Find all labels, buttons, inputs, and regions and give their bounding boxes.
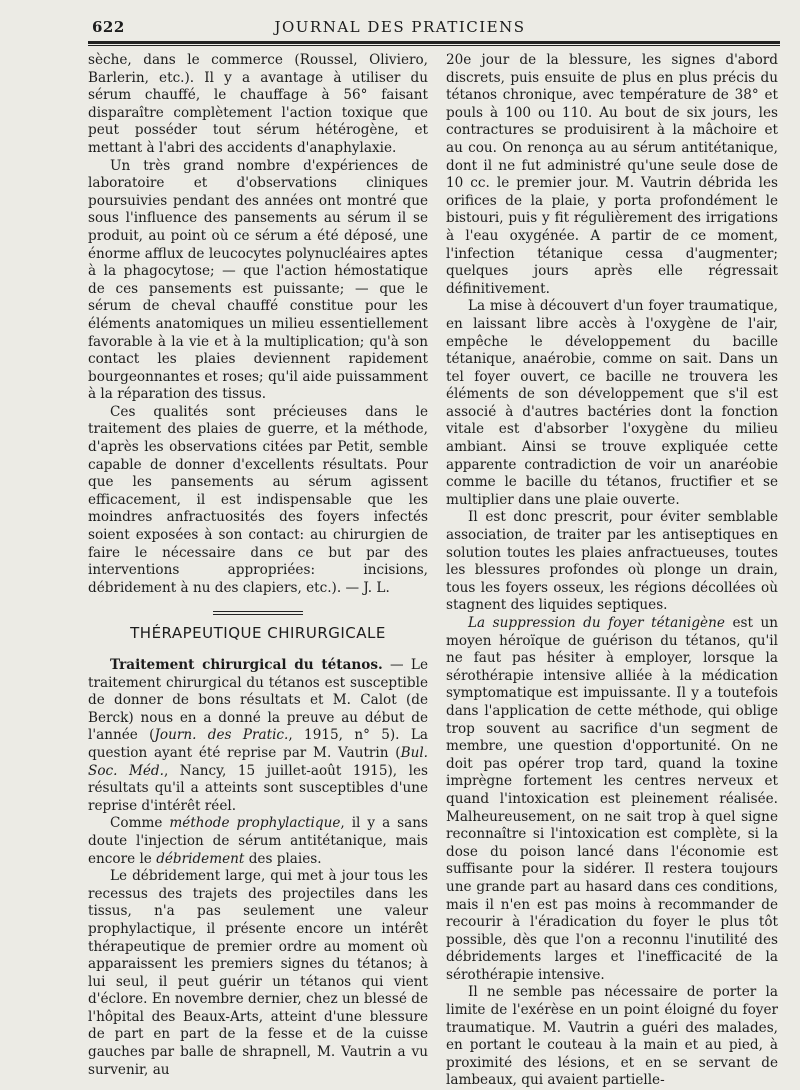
text-run: , 1915, n° 5). La question ayant été reprise par M. Vautrin ( [88,727,428,761]
paragraph: sèche, dans le commerce (Roussel, Oliviero, Barlerin, etc.). Il y a avantage à utiliser du sérum chauffé, le chauffage à 56° faisant disparaître complètement l'action toxique que peut posséder tout sérum hétérogène, et mettant à l'abri des accidents d'anaphylaxie. [88,52,428,156]
page-number: 622 [92,18,125,36]
paragraph [88,815,428,868]
paragraph: Le débridement large, qui met à jour tous les recessus des trajets des projectiles dans les tissus, n'a pas seulement une valeur prophylactique, il présente encore un intérêt thérapeutique de premier ordre au moment où apparaissent les premiers signes du tétanos; à lui seul, il peut guérir un tétanos qui vient d'éclore. En novembre dernier, chez un blessé de l'hôpital des Beaux-Arts, atteint d'une blessure de part en part de la fesse et de la cuisse gauches par balle de shrapnell, M. Vautrin a vu survenir, au [88,868,428,1078]
paragraph: 20e jour de la blessure, les signes d'abord discrets, puis ensuite de plus en plus précis du tétanos chronique, avec température de 38° et pouls à 100 ou 110. Au bout de six jours, les contractures se produisirent à la mâchoire et au cou. On renonça au au sérum antitétanique, dont il ne fut administré qu'une seule dose de 10 cc. le premier jour. M. Vautrin débrida les orifices de la plaie, y porta profondément le bistouri, puis y fit régulièrement des irrigations à l'eau oxygénée. A partir de ce moment, l'infection tétanique cessa d'augmenter; quelques jours après elle régressait définitivement. [446,52,778,297]
section-separator [88,611,428,615]
emphasis: débridement [156,850,245,867]
emphasis: méthode prophylactique [169,815,341,832]
paragraph [446,615,778,984]
paragraph: Il est donc prescrit, pour éviter semblable association, de traiter par les antiseptiques en solution toutes les plaies anfractueuses, toutes les blessures profondes où plonge un drain, tous les foyers osseux, les régions décollées où stagnent des liquides septiques. [446,509,778,614]
separator-line [213,611,303,612]
header-rule [88,41,780,46]
text-run: — Le traitement chirurgical du tétanos est susceptible de donner de bons résultats et M. Calot (de Berck) nous en a donné la preuve au début de l'année ( [88,657,428,744]
right-column [446,52,778,1090]
text-run: des plaies. [244,850,322,867]
separator-line [213,614,303,615]
paragraph [88,657,428,815]
section-title: THÉRAPEUTIQUE CHIRURGICALE [130,624,386,643]
paragraph: Il ne semble pas nécessaire de porter la limite de l'exérèse en un point éloigné du foyer traumatique. M. Vautrin a guéri des malades, en portant le couteau à la main et au pied, à proximité des lésions, et en se servant de lambeaux, qui avaient partielle- [446,984,778,1089]
paragraph: Ces qualités sont précieuses dans le traitement des plaies de guerre, et la méthode, d'après les observations citées par Petit, semble capable de donner d'excellents résultats. Pour que les pansements au sérum agissent efficacement, il est indispensable que les moindres anfractuosités des foyers infectés soient exposées à son contact: au chirurgien de faire le nécessaire dans ce but par des interventions appropriées: incisions, débridement à nu des clapiers, etc.). — J. L. [88,403,428,596]
emphasis: La suppression du foyer tétanigène [468,615,725,631]
text-run: , il y a sans doute l'injection de sérum antitétanique, mais encore le [88,815,428,867]
lead-title: Traitement chirurgical du tétanos. [110,657,383,673]
text-run: est un moyen héroïque de guérison du tétanos, qu'il ne faut pas hésiter à employer, lorsque la sérothérapie intensive alliée à la médication symptomatique est impuissante. Il y a toutefois dans l'application de cette méthode, qui oblige trop souvent au sacrifice d'un segment de membre, une question d'opportunité. On ne doit pas opérer trop tard, quand la toxine imprègne fortement les centres nerveux et quand l'intoxication est pleinement réalisée. Malheureusement, on ne sait trop à quel signe reconnaître si l'intoxication est complète, si la dose du poison lancé dans l'économie est suffisante pour la sidérer. Il restera toujours une grande part au hasard dans ces conditions, mais il n'en est pas moins à recommander de recourir à l'éradication du foyer le plus tôt possible, dès que l'on a reconnu l'inutilité des débridements larges et l'inefficacité de la sérothérapie intensive. [446,615,778,983]
text-run: , Nancy, 15 juillet-août 1915), les résultats qu'il a atteints sont susceptibles d'une reprise d'intérêt réel. [88,762,428,814]
citation: Journ. des Pratic. [154,727,289,744]
journal-title: JOURNAL DES PRATICIENS [274,18,526,36]
text-run: Comme [110,815,170,832]
page-header [0,0,800,42]
citation: Bul. Soc. Méd. [88,744,428,779]
paragraph: Un très grand nombre d'expériences de laboratoire et d'observations cliniques poursuivies pendant des années ont montré que sous l'influence des pansements au sérum il se produit, au point où ce sérum a été déposé, une énorme afflux de leucocytes polynucléaires aptes à la phagocytose; — que l'action hémostatique de ces pansements est puissante; — que le sérum de cheval chauffé constitue pour les éléments anatomiques un milieu essentiellement favorable à la vie et à la multiplication; qu'à son contact les plaies deviennent rapidement bourgeonnantes et roses; qu'il aide puissamment à la réparation des tissus. [88,157,428,403]
paragraph: La mise à découvert d'un foyer traumatique, en laissant libre accès à l'oxygène de l'air, empêche le développement du bacille tétanique, anaérobie, comme on sait. Dans un tel foyer ouvert, ce bacille ne trouvera les éléments de son développement que s'il est associé à d'autres bactéries dont la fonction vitale est d'absorber l'oxygène du milieu ambiant. Ainsi se trouve expliquée cette apparente contradiction de voir un anaréobie comme le bacille du tétanos, fructifier et se multiplier dans une plaie ouverte. [446,298,778,508]
left-column [88,52,428,1079]
